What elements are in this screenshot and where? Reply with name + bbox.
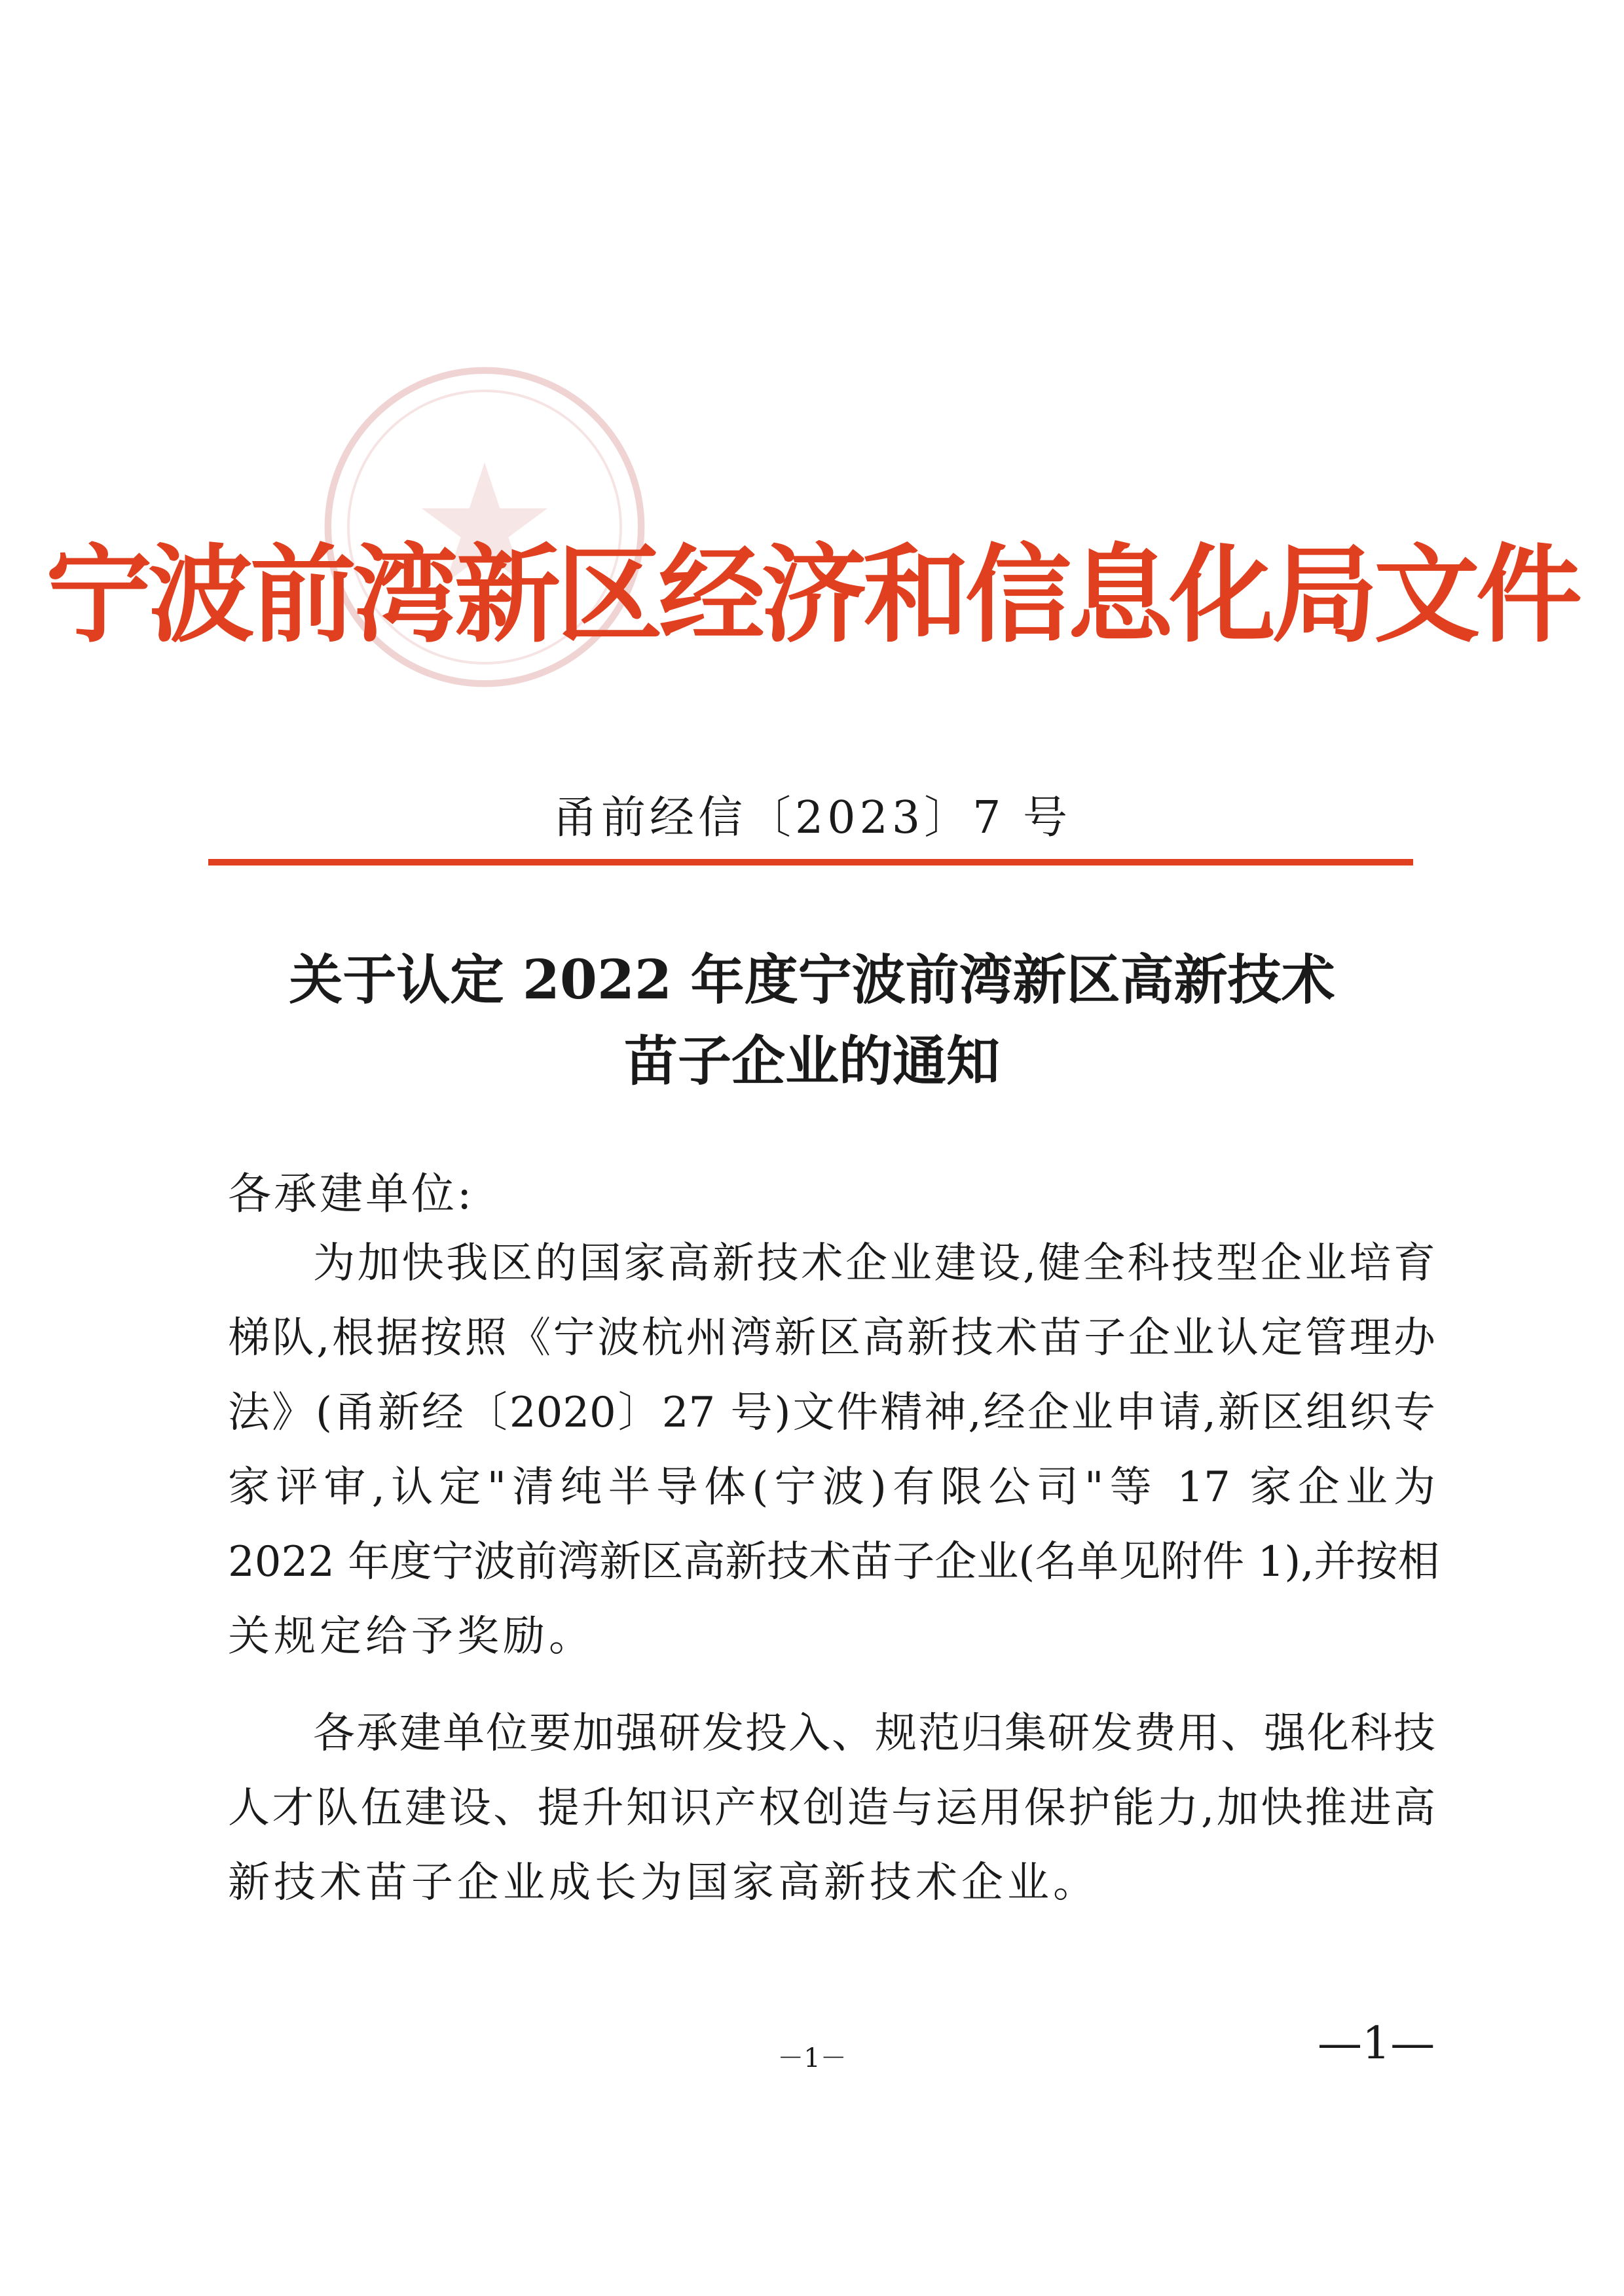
paragraph-1-line: 梯队,根据按照《宁波杭州湾新区高新技术苗子企业认定管理办 [228,1314,1435,1362]
notice-title-line-2: 苗子企业的通知 [623,1030,1000,1093]
paragraph-1-line: 2022 年度宁波前湾新区高新技术苗子企业(名单见附件 1),并按相 [228,1538,1440,1586]
paragraph-1-line: 法》(甬新经〔2020〕27 号)文件精神,经企业申请,新区组织专 [228,1389,1435,1437]
paragraph-2-line: 各承建单位要加强研发投入、规范归集研发费用、强化科技 [313,1709,1435,1758]
page-number-center: －1－ [777,2043,847,2073]
issuing-authority-header: 宁波前湾新区经济和信息化局文件 [46,534,1578,657]
notice-title-line-1: 关于认定 2022 年度宁波前湾新区高新技术 [289,949,1335,1011]
paragraph-1-line: 家评审,认定"清纯半导体(宁波)有限公司"等 17 家企业为 [228,1463,1435,1512]
paragraph-1-line: 为加快我区的国家高新技术企业建设,健全科技型企业培育 [313,1239,1435,1288]
document-number: 甬前经信〔2023〕7 号 [553,792,1071,844]
paragraph-1-line: 关规定给予奖励。 [228,1613,595,1661]
red-divider-line [208,859,1413,866]
paragraph-2-line: 新技术苗子企业成长为国家高新技术企业。 [228,1859,1099,1907]
paragraph-2-line: 人才队伍建设、提升知识产权创造与运用保护能力,加快推进高 [228,1784,1435,1832]
salutation: 各承建单位: [228,1169,475,1219]
page-number-right: —1— [1318,2018,1435,2069]
